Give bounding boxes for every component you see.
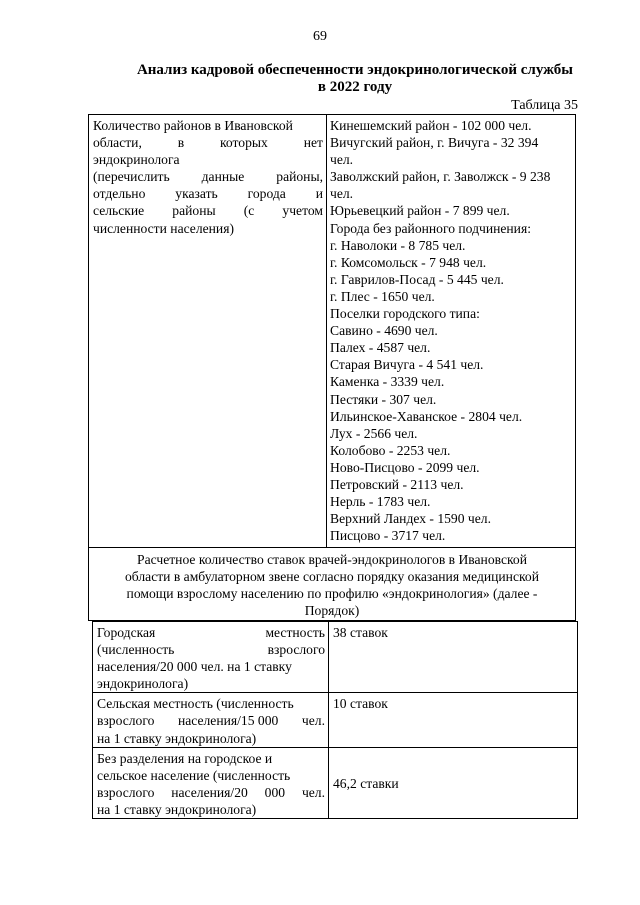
criterion-text-line xyxy=(97,624,325,641)
rate-value-cell xyxy=(329,622,578,693)
criterion-text-line: Сельская местность (численность xyxy=(97,696,294,712)
district-entry: Писцово - 3717 чел. xyxy=(330,528,446,544)
word: (численность xyxy=(97,642,175,658)
criterion-text-line: на 1 ставку эндокринолога) xyxy=(97,801,257,817)
rate-criterion-cell xyxy=(93,693,329,747)
page-number: 69 xyxy=(313,29,327,44)
rate-criterion-cell xyxy=(93,622,329,693)
district-entry: Палех - 4587 чел. xyxy=(330,340,431,356)
rate-value: 38 ставок xyxy=(333,625,388,640)
district-entry: Колобово - 2253 чел. xyxy=(330,442,451,458)
criterion-text-line: сельское население (численность xyxy=(97,767,291,783)
header-text-line: Порядок) xyxy=(304,603,360,618)
district-entry: Пестяки - 307 чел. xyxy=(330,391,437,407)
word: населения/15 000 xyxy=(177,713,279,729)
district-entry: Нерль - 1783 чел. xyxy=(330,494,431,510)
district-entry: Савино - 4690 чел. xyxy=(330,323,438,339)
criterion-text-line: на 1 ставку эндокринолога) xyxy=(97,730,257,746)
districts-table xyxy=(88,114,576,548)
district-entry: Каменка - 3339 чел. xyxy=(330,374,445,390)
district-entry: Вичугский район, г. Вичуга - 32 394 xyxy=(330,135,539,151)
word: взрослого xyxy=(267,642,325,658)
word: отдельно xyxy=(93,186,146,202)
district-entry: Петровский - 2113 чел. xyxy=(330,476,464,492)
criterion-text-line xyxy=(97,712,325,729)
district-entry: Лух - 2566 чел. xyxy=(330,425,418,441)
word: чел. xyxy=(301,713,325,729)
districts-question-cell xyxy=(89,115,327,547)
word: районы xyxy=(172,203,216,219)
word: районы, xyxy=(276,169,323,185)
header-text-line: области в амбулаторном звене согласно порядку оказания медицинской xyxy=(125,569,539,584)
rate-value-cell xyxy=(329,693,578,747)
district-entry: Старая Вичуга - 4 541 чел. xyxy=(330,357,484,373)
district-entry: Юрьевецкий район - 7 899 чел. xyxy=(330,203,510,219)
word: сельские xyxy=(93,203,145,219)
rate-value: 46,2 ставки xyxy=(333,776,399,792)
title-line: в 2022 году xyxy=(317,79,393,95)
rate-value: 10 ставок xyxy=(333,696,388,712)
word: в xyxy=(177,135,185,151)
word: взрослого xyxy=(97,713,155,729)
question-text-line xyxy=(93,168,323,185)
word: нет xyxy=(303,135,323,151)
title-line: Анализ кадровой обеспеченности эндокринологической службы xyxy=(136,62,574,78)
word: города xyxy=(247,186,286,202)
criterion-text-line: населения/20 000 чел. на 1 ставку xyxy=(97,659,292,675)
question-text-line: численности населения) xyxy=(93,220,234,236)
word: чел. xyxy=(301,784,325,800)
word: 000 xyxy=(264,784,286,800)
question-text-line xyxy=(93,185,323,202)
word: указать xyxy=(175,186,218,202)
word: которых xyxy=(220,135,268,151)
criterion-text-line xyxy=(97,784,325,801)
district-entry: Ильинское-Хаванское - 2804 чел. xyxy=(330,408,523,424)
district-entry: г. Комсомольск - 7 948 чел. xyxy=(330,254,487,270)
district-entry: чел. xyxy=(330,186,354,202)
criterion-text-line: эндокринолога) xyxy=(97,676,189,692)
district-entry: г. Наволоки - 8 785 чел. xyxy=(330,237,466,253)
table-row xyxy=(93,622,578,693)
word: и xyxy=(315,186,323,202)
table-row xyxy=(93,693,578,747)
word: учетом xyxy=(282,203,323,219)
calculated-rates-header xyxy=(88,548,576,621)
district-entry: Кинешемский район - 102 000 чел. xyxy=(330,118,532,133)
question-text-line: эндокринолога xyxy=(93,152,180,168)
header-text-line: Расчетное количество ставок врачей-эндокринологов в Ивановской xyxy=(137,552,527,567)
rate-value-cell xyxy=(329,747,578,818)
district-entry: Города без районного подчинения: xyxy=(330,220,531,236)
question-text-line: Количество районов в Ивановской xyxy=(93,118,293,133)
word: (перечислить xyxy=(93,169,170,185)
rate-criterion-cell xyxy=(93,747,329,818)
district-entry: г. Плес - 1650 чел. xyxy=(330,288,435,304)
district-entry: Верхний Ландех - 1590 чел. xyxy=(330,511,491,527)
district-entry: чел. xyxy=(330,152,354,168)
header-text-line: помощи взрослому населению по профилю «эндокринология» (далее - xyxy=(126,586,538,601)
word: Городская xyxy=(97,625,156,640)
word: взрослого xyxy=(97,784,155,800)
district-entry: Заволжский район, г. Заволжск - 9 238 xyxy=(330,169,551,185)
table-row xyxy=(93,747,578,818)
district-entry: Поселки городского типа: xyxy=(330,306,480,322)
criterion-text-line xyxy=(97,641,325,658)
document-title xyxy=(120,62,590,96)
rates-table xyxy=(92,621,578,819)
table-label: Таблица 35 xyxy=(511,98,578,113)
districts-list-cell xyxy=(327,115,575,547)
word: (с xyxy=(243,203,255,219)
word: населения/20 xyxy=(171,784,248,800)
question-text-line xyxy=(93,202,323,219)
word: области, xyxy=(93,135,142,151)
district-entry: Ново-Писцово - 2099 чел. xyxy=(330,459,480,475)
question-text-line xyxy=(93,134,323,151)
word: данные xyxy=(201,169,245,185)
district-entry: г. Гаврилов-Посад - 5 445 чел. xyxy=(330,271,504,287)
word: местность xyxy=(265,625,325,640)
criterion-text-line: Без разделения на городское и xyxy=(97,750,273,766)
